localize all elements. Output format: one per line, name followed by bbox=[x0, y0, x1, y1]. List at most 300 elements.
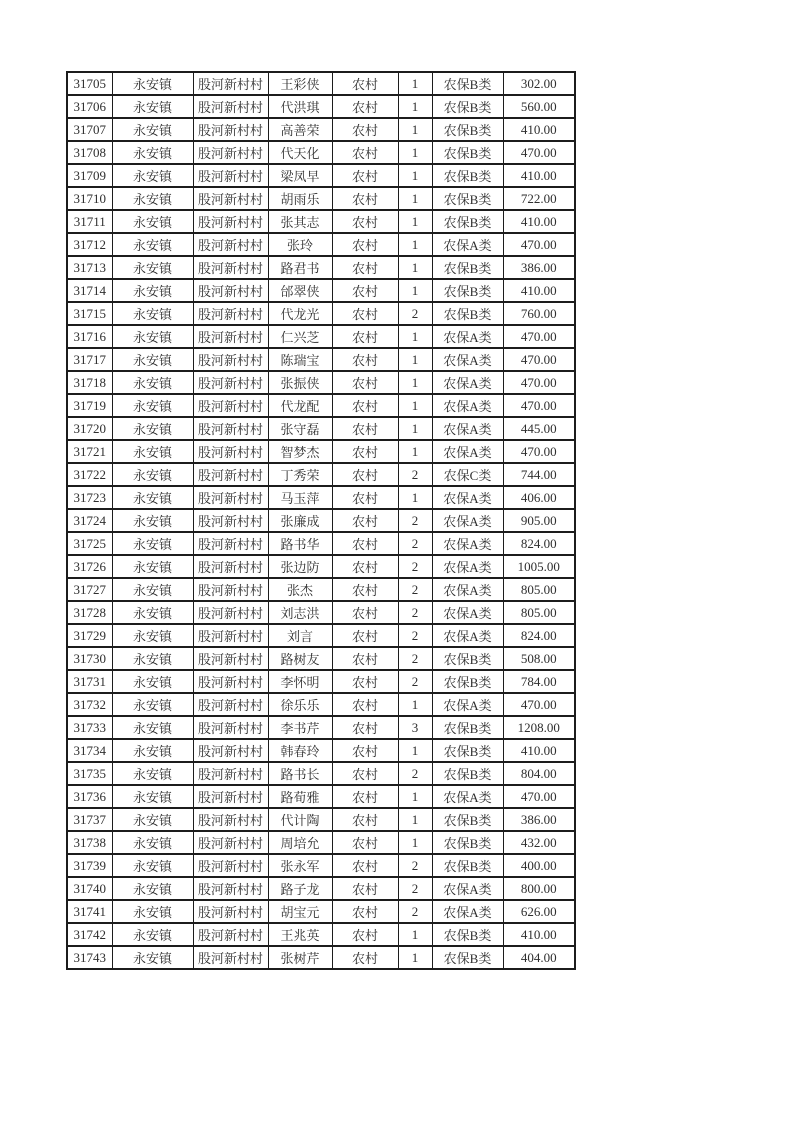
cell-serial-number: 31710 bbox=[67, 187, 112, 210]
cell-village: 股河新村村 bbox=[193, 946, 268, 969]
cell-person-name: 张守磊 bbox=[268, 417, 332, 440]
cell-serial-number: 31724 bbox=[67, 509, 112, 532]
cell-person-count: 1 bbox=[398, 486, 432, 509]
cell-town: 永安镇 bbox=[112, 256, 193, 279]
cell-serial-number: 31717 bbox=[67, 348, 112, 371]
cell-residence-type: 农村 bbox=[332, 210, 398, 233]
cell-village: 股河新村村 bbox=[193, 279, 268, 302]
table-row bbox=[67, 923, 575, 946]
cell-residence-type: 农村 bbox=[332, 808, 398, 831]
cell-town: 永安镇 bbox=[112, 693, 193, 716]
table-row bbox=[67, 141, 575, 164]
cell-town: 永安镇 bbox=[112, 647, 193, 670]
cell-person-count: 2 bbox=[398, 854, 432, 877]
cell-insurance-category: 农保A类 bbox=[432, 601, 503, 624]
cell-residence-type: 农村 bbox=[332, 302, 398, 325]
cell-village: 股河新村村 bbox=[193, 762, 268, 785]
cell-person-count: 2 bbox=[398, 670, 432, 693]
cell-insurance-category: 农保A类 bbox=[432, 785, 503, 808]
cell-person-name: 路子龙 bbox=[268, 877, 332, 900]
cell-serial-number: 31727 bbox=[67, 578, 112, 601]
cell-person-count: 2 bbox=[398, 302, 432, 325]
cell-residence-type: 农村 bbox=[332, 486, 398, 509]
cell-insurance-category: 农保B类 bbox=[432, 716, 503, 739]
cell-village: 股河新村村 bbox=[193, 693, 268, 716]
cell-residence-type: 农村 bbox=[332, 831, 398, 854]
cell-person-count: 2 bbox=[398, 877, 432, 900]
cell-person-name: 张其志 bbox=[268, 210, 332, 233]
cell-serial-number: 31716 bbox=[67, 325, 112, 348]
cell-village: 股河新村村 bbox=[193, 601, 268, 624]
cell-serial-number: 31742 bbox=[67, 923, 112, 946]
table-row bbox=[67, 417, 575, 440]
cell-residence-type: 农村 bbox=[332, 946, 398, 969]
cell-person-name: 代计陶 bbox=[268, 808, 332, 831]
table-row bbox=[67, 900, 575, 923]
cell-insurance-category: 农保A类 bbox=[432, 693, 503, 716]
cell-person-count: 2 bbox=[398, 463, 432, 486]
table-row bbox=[67, 210, 575, 233]
cell-residence-type: 农村 bbox=[332, 739, 398, 762]
cell-person-count: 1 bbox=[398, 348, 432, 371]
cell-insurance-category: 农保B类 bbox=[432, 946, 503, 969]
cell-amount: 386.00 bbox=[503, 256, 575, 279]
cell-person-name: 代洪琪 bbox=[268, 95, 332, 118]
cell-serial-number: 31733 bbox=[67, 716, 112, 739]
cell-serial-number: 31728 bbox=[67, 601, 112, 624]
cell-town: 永安镇 bbox=[112, 141, 193, 164]
cell-village: 股河新村村 bbox=[193, 624, 268, 647]
cell-person-count: 2 bbox=[398, 762, 432, 785]
cell-residence-type: 农村 bbox=[332, 877, 398, 900]
cell-serial-number: 31719 bbox=[67, 394, 112, 417]
table-row bbox=[67, 256, 575, 279]
cell-insurance-category: 农保B类 bbox=[432, 141, 503, 164]
cell-person-count: 1 bbox=[398, 785, 432, 808]
cell-town: 永安镇 bbox=[112, 877, 193, 900]
cell-serial-number: 31737 bbox=[67, 808, 112, 831]
cell-village: 股河新村村 bbox=[193, 187, 268, 210]
cell-serial-number: 31732 bbox=[67, 693, 112, 716]
cell-person-name: 张边防 bbox=[268, 555, 332, 578]
cell-person-name: 张永军 bbox=[268, 854, 332, 877]
cell-amount: 784.00 bbox=[503, 670, 575, 693]
cell-person-count: 1 bbox=[398, 279, 432, 302]
table-row bbox=[67, 463, 575, 486]
cell-residence-type: 农村 bbox=[332, 463, 398, 486]
cell-insurance-category: 农保B类 bbox=[432, 854, 503, 877]
table-row bbox=[67, 716, 575, 739]
cell-town: 永安镇 bbox=[112, 72, 193, 95]
cell-serial-number: 31706 bbox=[67, 95, 112, 118]
cell-insurance-category: 农保B类 bbox=[432, 762, 503, 785]
cell-town: 永安镇 bbox=[112, 831, 193, 854]
cell-residence-type: 农村 bbox=[332, 371, 398, 394]
table-row bbox=[67, 647, 575, 670]
cell-residence-type: 农村 bbox=[332, 95, 398, 118]
table-row bbox=[67, 509, 575, 532]
cell-person-name: 代龙光 bbox=[268, 302, 332, 325]
cell-amount: 470.00 bbox=[503, 785, 575, 808]
cell-person-name: 李怀明 bbox=[268, 670, 332, 693]
table-row bbox=[67, 302, 575, 325]
cell-village: 股河新村村 bbox=[193, 210, 268, 233]
cell-village: 股河新村村 bbox=[193, 578, 268, 601]
cell-village: 股河新村村 bbox=[193, 325, 268, 348]
cell-town: 永安镇 bbox=[112, 555, 193, 578]
cell-village: 股河新村村 bbox=[193, 371, 268, 394]
cell-person-name: 张振侠 bbox=[268, 371, 332, 394]
cell-amount: 744.00 bbox=[503, 463, 575, 486]
cell-amount: 404.00 bbox=[503, 946, 575, 969]
cell-insurance-category: 农保A类 bbox=[432, 509, 503, 532]
cell-residence-type: 农村 bbox=[332, 164, 398, 187]
cell-person-name: 路书长 bbox=[268, 762, 332, 785]
cell-amount: 560.00 bbox=[503, 95, 575, 118]
cell-person-count: 2 bbox=[398, 624, 432, 647]
cell-person-name: 王彩侠 bbox=[268, 72, 332, 95]
cell-person-name: 代天化 bbox=[268, 141, 332, 164]
table-row bbox=[67, 532, 575, 555]
cell-amount: 410.00 bbox=[503, 739, 575, 762]
cell-residence-type: 农村 bbox=[332, 509, 398, 532]
cell-person-name: 张玲 bbox=[268, 233, 332, 256]
cell-village: 股河新村村 bbox=[193, 808, 268, 831]
table-row bbox=[67, 578, 575, 601]
table-row bbox=[67, 440, 575, 463]
cell-insurance-category: 农保B类 bbox=[432, 647, 503, 670]
table-row bbox=[67, 808, 575, 831]
cell-residence-type: 农村 bbox=[332, 256, 398, 279]
cell-person-count: 1 bbox=[398, 417, 432, 440]
cell-serial-number: 31729 bbox=[67, 624, 112, 647]
cell-town: 永安镇 bbox=[112, 923, 193, 946]
cell-person-name: 智梦杰 bbox=[268, 440, 332, 463]
cell-amount: 508.00 bbox=[503, 647, 575, 670]
cell-residence-type: 农村 bbox=[332, 647, 398, 670]
table-row bbox=[67, 601, 575, 624]
cell-serial-number: 31739 bbox=[67, 854, 112, 877]
table-row bbox=[67, 877, 575, 900]
cell-person-name: 张杰 bbox=[268, 578, 332, 601]
cell-person-name: 刘言 bbox=[268, 624, 332, 647]
cell-town: 永安镇 bbox=[112, 210, 193, 233]
cell-village: 股河新村村 bbox=[193, 118, 268, 141]
cell-serial-number: 31738 bbox=[67, 831, 112, 854]
cell-village: 股河新村村 bbox=[193, 716, 268, 739]
cell-amount: 1005.00 bbox=[503, 555, 575, 578]
cell-person-count: 2 bbox=[398, 601, 432, 624]
cell-person-count: 1 bbox=[398, 946, 432, 969]
cell-amount: 805.00 bbox=[503, 601, 575, 624]
table-row bbox=[67, 72, 575, 95]
cell-village: 股河新村村 bbox=[193, 463, 268, 486]
table-row bbox=[67, 371, 575, 394]
cell-insurance-category: 农保A类 bbox=[432, 417, 503, 440]
cell-amount: 386.00 bbox=[503, 808, 575, 831]
cell-serial-number: 31721 bbox=[67, 440, 112, 463]
cell-amount: 432.00 bbox=[503, 831, 575, 854]
table-row bbox=[67, 555, 575, 578]
cell-insurance-category: 农保A类 bbox=[432, 348, 503, 371]
cell-town: 永安镇 bbox=[112, 95, 193, 118]
cell-town: 永安镇 bbox=[112, 854, 193, 877]
cell-village: 股河新村村 bbox=[193, 95, 268, 118]
cell-person-name: 马玉萍 bbox=[268, 486, 332, 509]
cell-insurance-category: 农保B类 bbox=[432, 739, 503, 762]
cell-town: 永安镇 bbox=[112, 670, 193, 693]
cell-person-count: 1 bbox=[398, 808, 432, 831]
cell-person-name: 路君书 bbox=[268, 256, 332, 279]
cell-village: 股河新村村 bbox=[193, 670, 268, 693]
cell-person-count: 2 bbox=[398, 578, 432, 601]
table-row bbox=[67, 187, 575, 210]
cell-amount: 410.00 bbox=[503, 279, 575, 302]
cell-serial-number: 31711 bbox=[67, 210, 112, 233]
cell-amount: 824.00 bbox=[503, 624, 575, 647]
cell-village: 股河新村村 bbox=[193, 509, 268, 532]
cell-town: 永安镇 bbox=[112, 371, 193, 394]
cell-village: 股河新村村 bbox=[193, 233, 268, 256]
cell-person-name: 陈瑞宝 bbox=[268, 348, 332, 371]
cell-village: 股河新村村 bbox=[193, 394, 268, 417]
cell-town: 永安镇 bbox=[112, 762, 193, 785]
cell-residence-type: 农村 bbox=[332, 532, 398, 555]
cell-village: 股河新村村 bbox=[193, 256, 268, 279]
table-row bbox=[67, 739, 575, 762]
table-row bbox=[67, 118, 575, 141]
table-row bbox=[67, 164, 575, 187]
pension-benefit-table bbox=[66, 71, 576, 970]
table-row bbox=[67, 95, 575, 118]
cell-serial-number: 31714 bbox=[67, 279, 112, 302]
cell-village: 股河新村村 bbox=[193, 854, 268, 877]
cell-person-count: 3 bbox=[398, 716, 432, 739]
cell-residence-type: 农村 bbox=[332, 601, 398, 624]
cell-amount: 824.00 bbox=[503, 532, 575, 555]
cell-person-name: 李书芹 bbox=[268, 716, 332, 739]
cell-insurance-category: 农保A类 bbox=[432, 371, 503, 394]
cell-serial-number: 31707 bbox=[67, 118, 112, 141]
cell-town: 永安镇 bbox=[112, 785, 193, 808]
cell-insurance-category: 农保A类 bbox=[432, 394, 503, 417]
cell-insurance-category: 农保A类 bbox=[432, 624, 503, 647]
cell-serial-number: 31736 bbox=[67, 785, 112, 808]
cell-residence-type: 农村 bbox=[332, 141, 398, 164]
cell-amount: 760.00 bbox=[503, 302, 575, 325]
cell-amount: 406.00 bbox=[503, 486, 575, 509]
cell-amount: 470.00 bbox=[503, 440, 575, 463]
table-row bbox=[67, 785, 575, 808]
cell-town: 永安镇 bbox=[112, 716, 193, 739]
cell-amount: 470.00 bbox=[503, 394, 575, 417]
cell-person-count: 1 bbox=[398, 325, 432, 348]
cell-insurance-category: 农保A类 bbox=[432, 233, 503, 256]
cell-person-count: 1 bbox=[398, 118, 432, 141]
cell-insurance-category: 农保B类 bbox=[432, 670, 503, 693]
table-row bbox=[67, 394, 575, 417]
cell-serial-number: 31731 bbox=[67, 670, 112, 693]
cell-insurance-category: 农保B类 bbox=[432, 72, 503, 95]
cell-serial-number: 31709 bbox=[67, 164, 112, 187]
cell-residence-type: 农村 bbox=[332, 785, 398, 808]
cell-serial-number: 31730 bbox=[67, 647, 112, 670]
table-row bbox=[67, 279, 575, 302]
cell-insurance-category: 农保B类 bbox=[432, 279, 503, 302]
cell-amount: 410.00 bbox=[503, 164, 575, 187]
cell-residence-type: 农村 bbox=[332, 233, 398, 256]
cell-village: 股河新村村 bbox=[193, 532, 268, 555]
cell-amount: 470.00 bbox=[503, 348, 575, 371]
cell-amount: 800.00 bbox=[503, 877, 575, 900]
cell-insurance-category: 农保B类 bbox=[432, 210, 503, 233]
cell-residence-type: 农村 bbox=[332, 417, 398, 440]
cell-person-name: 梁凤早 bbox=[268, 164, 332, 187]
cell-town: 永安镇 bbox=[112, 118, 193, 141]
cell-person-name: 韩春玲 bbox=[268, 739, 332, 762]
cell-amount: 445.00 bbox=[503, 417, 575, 440]
cell-person-name: 代龙配 bbox=[268, 394, 332, 417]
cell-village: 股河新村村 bbox=[193, 785, 268, 808]
table-row bbox=[67, 946, 575, 969]
cell-person-name: 丁秀荣 bbox=[268, 463, 332, 486]
cell-insurance-category: 农保B类 bbox=[432, 808, 503, 831]
cell-town: 永安镇 bbox=[112, 233, 193, 256]
cell-person-name: 刘志洪 bbox=[268, 601, 332, 624]
cell-residence-type: 农村 bbox=[332, 440, 398, 463]
cell-amount: 470.00 bbox=[503, 693, 575, 716]
cell-town: 永安镇 bbox=[112, 509, 193, 532]
cell-serial-number: 31722 bbox=[67, 463, 112, 486]
cell-residence-type: 农村 bbox=[332, 693, 398, 716]
cell-village: 股河新村村 bbox=[193, 486, 268, 509]
cell-person-count: 1 bbox=[398, 233, 432, 256]
cell-person-count: 1 bbox=[398, 72, 432, 95]
table-row bbox=[67, 693, 575, 716]
cell-person-count: 2 bbox=[398, 532, 432, 555]
cell-town: 永安镇 bbox=[112, 900, 193, 923]
cell-amount: 805.00 bbox=[503, 578, 575, 601]
cell-amount: 410.00 bbox=[503, 210, 575, 233]
cell-village: 股河新村村 bbox=[193, 417, 268, 440]
cell-village: 股河新村村 bbox=[193, 831, 268, 854]
cell-insurance-category: 农保A类 bbox=[432, 578, 503, 601]
cell-village: 股河新村村 bbox=[193, 348, 268, 371]
cell-serial-number: 31735 bbox=[67, 762, 112, 785]
cell-village: 股河新村村 bbox=[193, 141, 268, 164]
table-row bbox=[67, 762, 575, 785]
cell-person-name: 徐乐乐 bbox=[268, 693, 332, 716]
cell-person-count: 1 bbox=[398, 739, 432, 762]
cell-serial-number: 31705 bbox=[67, 72, 112, 95]
cell-amount: 1208.00 bbox=[503, 716, 575, 739]
cell-village: 股河新村村 bbox=[193, 302, 268, 325]
cell-insurance-category: 农保A类 bbox=[432, 486, 503, 509]
cell-residence-type: 农村 bbox=[332, 348, 398, 371]
cell-residence-type: 农村 bbox=[332, 923, 398, 946]
cell-insurance-category: 农保A类 bbox=[432, 532, 503, 555]
cell-person-name: 张廉成 bbox=[268, 509, 332, 532]
cell-amount: 470.00 bbox=[503, 371, 575, 394]
cell-amount: 626.00 bbox=[503, 900, 575, 923]
cell-person-count: 1 bbox=[398, 693, 432, 716]
cell-town: 永安镇 bbox=[112, 601, 193, 624]
cell-residence-type: 农村 bbox=[332, 118, 398, 141]
cell-insurance-category: 农保A类 bbox=[432, 555, 503, 578]
cell-amount: 722.00 bbox=[503, 187, 575, 210]
cell-serial-number: 31713 bbox=[67, 256, 112, 279]
cell-person-count: 1 bbox=[398, 187, 432, 210]
cell-village: 股河新村村 bbox=[193, 164, 268, 187]
cell-person-name: 路书华 bbox=[268, 532, 332, 555]
cell-person-count: 1 bbox=[398, 210, 432, 233]
cell-person-name: 张树芹 bbox=[268, 946, 332, 969]
cell-insurance-category: 农保B类 bbox=[432, 95, 503, 118]
cell-person-count: 1 bbox=[398, 440, 432, 463]
cell-town: 永安镇 bbox=[112, 279, 193, 302]
cell-town: 永安镇 bbox=[112, 394, 193, 417]
cell-serial-number: 31723 bbox=[67, 486, 112, 509]
cell-town: 永安镇 bbox=[112, 325, 193, 348]
cell-town: 永安镇 bbox=[112, 440, 193, 463]
cell-person-name: 路树友 bbox=[268, 647, 332, 670]
cell-person-count: 2 bbox=[398, 647, 432, 670]
cell-residence-type: 农村 bbox=[332, 187, 398, 210]
cell-town: 永安镇 bbox=[112, 164, 193, 187]
cell-insurance-category: 农保A类 bbox=[432, 900, 503, 923]
table-body bbox=[67, 72, 575, 969]
cell-person-name: 路荀雅 bbox=[268, 785, 332, 808]
table-row bbox=[67, 624, 575, 647]
cell-insurance-category: 农保A类 bbox=[432, 440, 503, 463]
cell-town: 永安镇 bbox=[112, 417, 193, 440]
cell-residence-type: 农村 bbox=[332, 555, 398, 578]
document-page bbox=[66, 71, 576, 970]
cell-amount: 804.00 bbox=[503, 762, 575, 785]
cell-village: 股河新村村 bbox=[193, 923, 268, 946]
cell-serial-number: 31712 bbox=[67, 233, 112, 256]
cell-person-name: 王兆英 bbox=[268, 923, 332, 946]
table-row bbox=[67, 831, 575, 854]
cell-town: 永安镇 bbox=[112, 463, 193, 486]
cell-serial-number: 31725 bbox=[67, 532, 112, 555]
cell-residence-type: 农村 bbox=[332, 279, 398, 302]
cell-residence-type: 农村 bbox=[332, 578, 398, 601]
cell-residence-type: 农村 bbox=[332, 670, 398, 693]
cell-town: 永安镇 bbox=[112, 946, 193, 969]
cell-serial-number: 31708 bbox=[67, 141, 112, 164]
cell-serial-number: 31740 bbox=[67, 877, 112, 900]
cell-town: 永安镇 bbox=[112, 486, 193, 509]
cell-amount: 302.00 bbox=[503, 72, 575, 95]
cell-serial-number: 31720 bbox=[67, 417, 112, 440]
cell-person-count: 1 bbox=[398, 164, 432, 187]
cell-residence-type: 农村 bbox=[332, 900, 398, 923]
cell-amount: 470.00 bbox=[503, 141, 575, 164]
cell-insurance-category: 农保B类 bbox=[432, 302, 503, 325]
cell-village: 股河新村村 bbox=[193, 555, 268, 578]
cell-town: 永安镇 bbox=[112, 302, 193, 325]
cell-serial-number: 31741 bbox=[67, 900, 112, 923]
cell-person-count: 2 bbox=[398, 900, 432, 923]
cell-amount: 905.00 bbox=[503, 509, 575, 532]
cell-amount: 410.00 bbox=[503, 118, 575, 141]
cell-village: 股河新村村 bbox=[193, 647, 268, 670]
cell-town: 永安镇 bbox=[112, 739, 193, 762]
cell-residence-type: 农村 bbox=[332, 762, 398, 785]
cell-person-name: 邰翠侠 bbox=[268, 279, 332, 302]
cell-serial-number: 31743 bbox=[67, 946, 112, 969]
